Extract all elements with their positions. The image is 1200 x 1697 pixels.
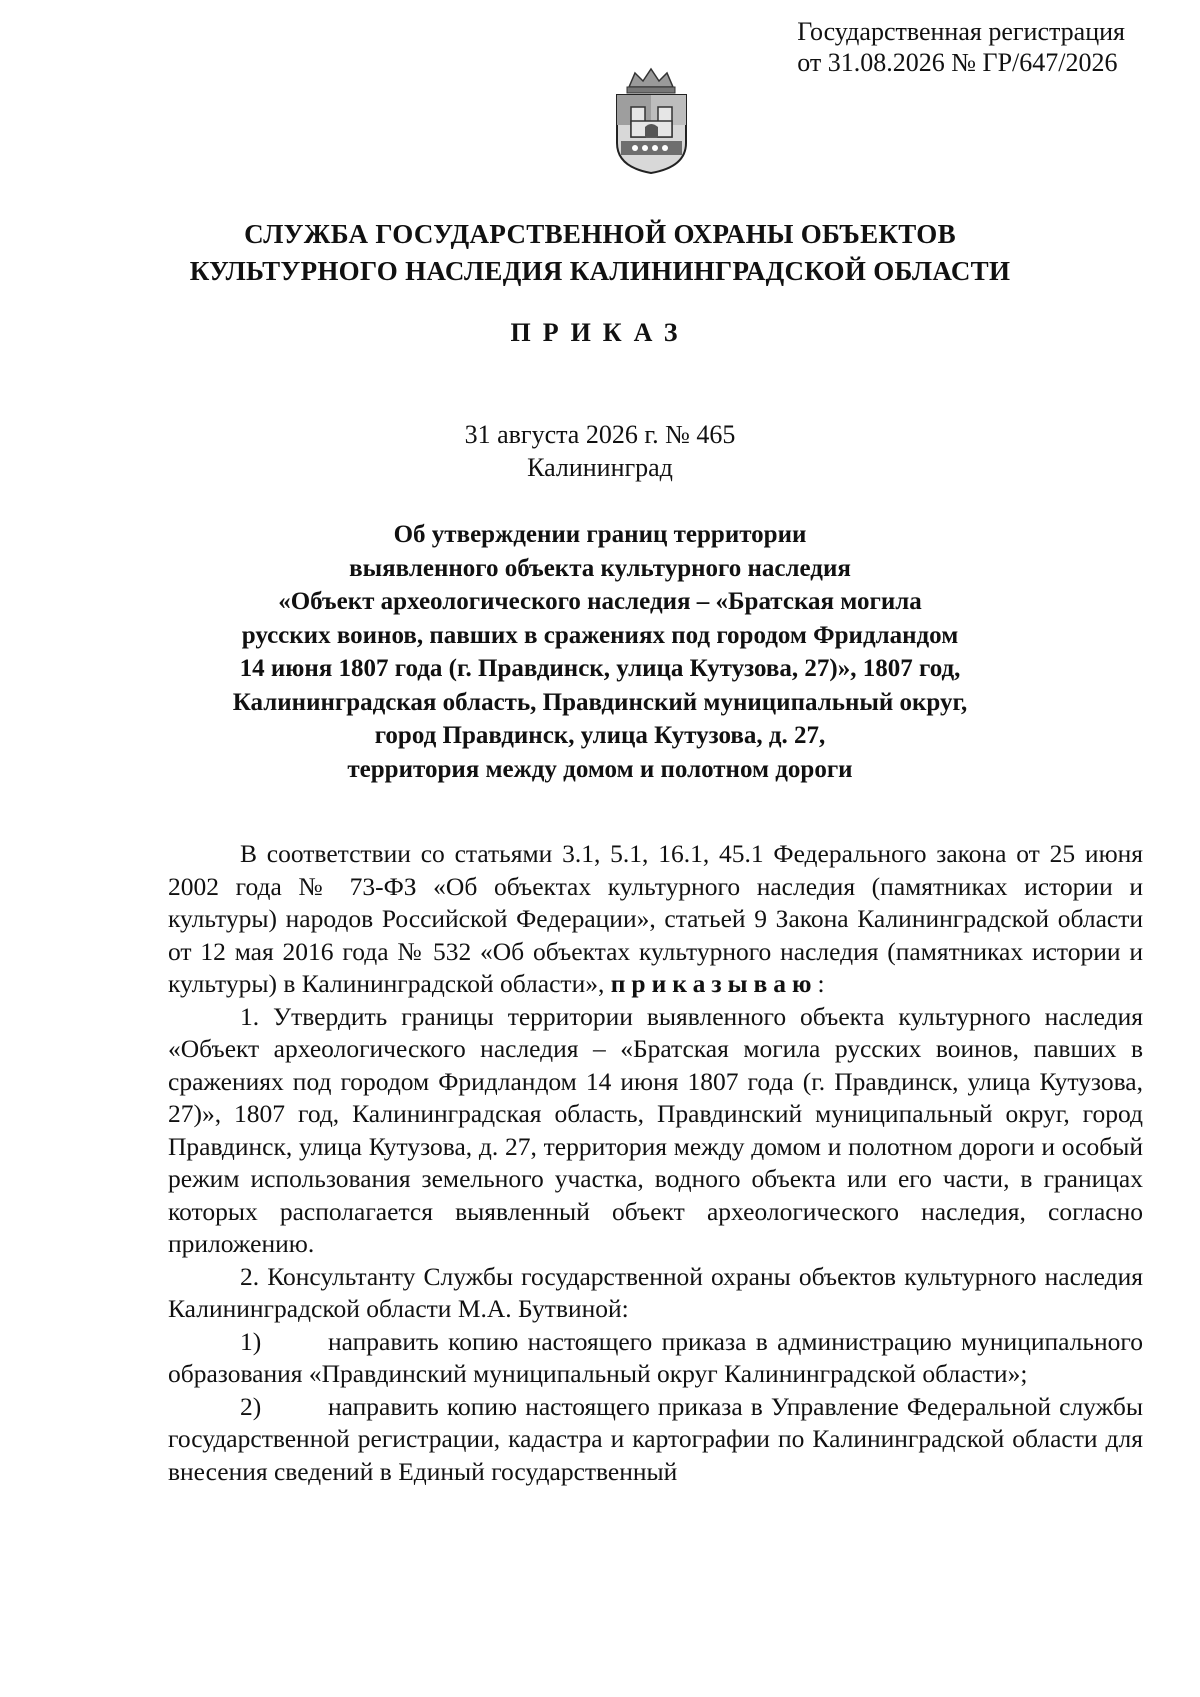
agency-name-line-1: СЛУЖБА ГОСУДАРСТВЕННОЙ ОХРАНЫ ОБЪЕКТОВ <box>244 219 956 249</box>
subitem-1-text: направить копию настоящего приказа в администрацию муниципального образования «Правдинский муниципальный округ Калининградской области»; <box>168 1326 1143 1388</box>
subject-line: Об утверждении границ территории <box>393 521 807 548</box>
subject-line: Калининградская область, Правдинский муниципальный округ, <box>232 688 968 716</box>
subitem-2-text: направить копию настоящего приказа в Управление Федеральной службы государственной регистрации, кадастра и картографии по Калининградской области для внесения сведений в Единый государственный <box>168 1391 1143 1486</box>
order-word: приказываю <box>610 969 818 998</box>
order-body <box>168 838 1143 1488</box>
subitem-2-paragraph <box>168 1391 1143 1489</box>
order-word-colon: : <box>817 969 825 998</box>
subject-line: «Объект археологического наследия – «Братская могила <box>278 588 922 615</box>
order-dateline <box>0 418 1200 484</box>
order-date-number: 31 августа 2026 г. № 465 <box>464 420 736 449</box>
subject-line: выявленного объекта культурного наследия <box>349 554 851 582</box>
subject-line: 14 июня 1807 года (г. Правдинск, улица Кутузова, 27)», 1807 год, <box>239 655 961 682</box>
registration-line-2: от 31.08.2026 № ГР/647/2026 <box>797 48 1118 77</box>
item-1-paragraph: 1. Утвердить границы территории выявленного объекта культурного наследия «Объект археологического наследия – «Братская могила русских воинов, павших в сражениях под городом Фридландом 14 июня 1807 года (г. Правдинск, улица Кутузова, 27)», 1807 год, Калининградская область, Правдинский муниципальный округ, город Правдинск, улица Кутузова, д. 27, территория между домом и полотном дороги и особый режим использования земельного участка, водного объекта или его части, в границах которых располагается выявленный объект археологического наследия, согласно приложению. <box>168 1001 1143 1258</box>
preamble-paragraph <box>168 838 1143 1001</box>
subitem-1-paragraph <box>168 1326 1143 1391</box>
registration-stamp <box>797 16 1125 78</box>
item-2-paragraph: 2. Консультанту Службы государственной охраны объектов культурного наследия Калининградской области М.А. Бутвиной: <box>168 1261 1143 1323</box>
subject-line: территория между домом и полотном дороги <box>347 755 853 783</box>
registration-line-1: Государственная регистрация <box>797 17 1125 46</box>
kaliningrad-coat-of-arms-icon <box>609 65 694 175</box>
order-title: ПРИКАЗ <box>510 318 690 347</box>
subject-line: русских воинов, павших в сражениях под городом Фридландом <box>241 621 959 649</box>
order-subject <box>0 518 1200 786</box>
subject-line: город Правдинск, улица Кутузова, д. 27, <box>374 722 826 749</box>
order-city: Калининград <box>527 453 673 482</box>
agency-name <box>0 216 1200 290</box>
subitem-1-number: 1) <box>240 1326 262 1356</box>
agency-name-line-2: КУЛЬТУРНОГО НАСЛЕДИЯ КАЛИНИНГРАДСКОЙ ОБЛАСТИ <box>189 256 1011 286</box>
preamble-text: В соответствии со статьями 3.1, 5.1, 16.1, 45.1 Федерального закона от 25 июня 2002 года № 73-ФЗ «Об объектах культурного наследия (памятниках истории и культуры) народов Российской Федерации», статьей 9 Закона Калининградской области от 12 мая 2016 года № 532 «Об объектах культурного наследия (памятниках истории и культуры) в Калининградской области», <box>168 839 1143 998</box>
subitem-2-number: 2) <box>240 1391 262 1421</box>
